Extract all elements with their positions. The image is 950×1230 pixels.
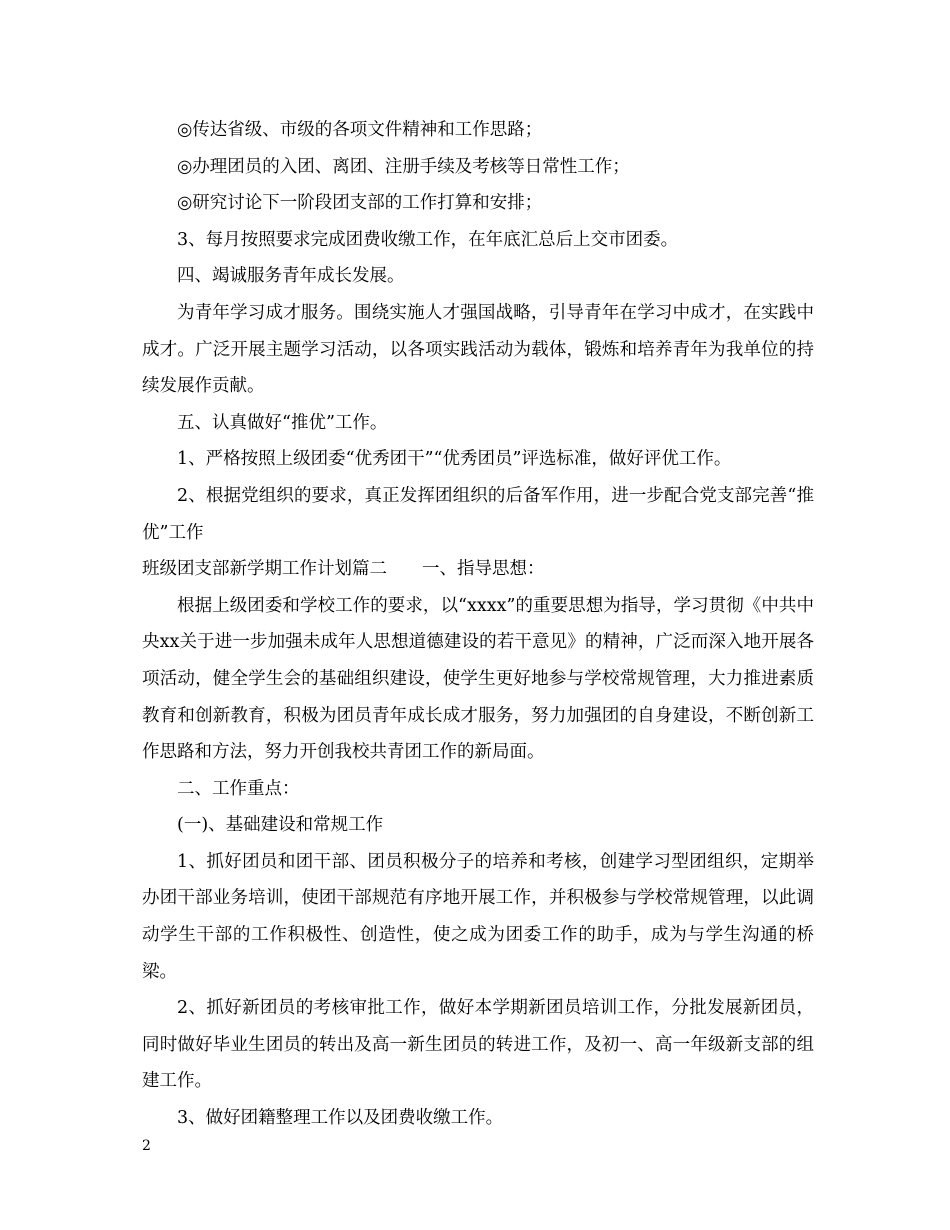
paragraph: 1、抓好团员和团干部、团员积极分子的培养和考核，创建学习型团组织，定期举办团干部业务培训，使团干部规范有序地开展工作，并积极参与学校常规管理，以此调动学生干部的工作积极性、创造性，使之成为团委工作的助手，成为与学生沟通的桥梁。 bbox=[142, 851, 814, 982]
paragraph: 根据上级团委和学校工作的要求，以“xxxx”的重要思想为指导，学习贯彻《中共中央xx关于进一步加强未成年人思想道德建设的若干意见》的精神，广泛而深入地开展各项活动，健全学生会的基础组织建设，使学生更好地参与学校常规管理，大力推进素质教育和创新教育，积极为团员青年成长成才服务，努力加强团的自身建设，不断创新工作思路和方法，努力开创我校共青团工作的新局面。 bbox=[142, 595, 814, 763]
page-number: 2 bbox=[142, 1138, 151, 1154]
paragraph: ◎传达省级、市级的各项文件精神和工作思路； bbox=[177, 120, 543, 140]
paragraph: 3、做好团籍整理工作以及团费收缴工作。 bbox=[177, 1108, 504, 1129]
paragraph: 为青年学习成才服务。围绕实施人才强国战略，引导青年在学习中成才，在实践中成才。广泛开展主题学习活动，以各项实践活动为载体，锻炼和培养青年为我单位的持续发展作贡献。 bbox=[142, 302, 814, 397]
paragraph: 3、每月按照要求完成团费收缴工作，在年底汇总后上交市团委。 bbox=[177, 229, 679, 250]
paragraph: ◎办理团员的入团、离团、注册手续及考核等日常性工作； bbox=[177, 156, 630, 177]
section-heading: 五、认真做好“推优”工作。 bbox=[177, 412, 388, 433]
section-heading: 四、竭诚服务青年成长发展。 bbox=[177, 266, 405, 287]
section-heading: 二、工作重点： bbox=[177, 778, 300, 799]
paragraph: 1、严格按照上级团委“优秀团干”“优秀团员”评选标准，做好评优工作。 bbox=[177, 449, 732, 470]
paragraph: 2、根据党组织的要求，真正发挥团组织的后备军作用，进一步配合党支部完善“推优”工作 bbox=[142, 485, 814, 543]
article-title: 班级团支部新学期工作计划篇二 一、指导思想： bbox=[142, 559, 545, 580]
paragraph: ◎研究讨论下一阶段团支部的工作打算和安排； bbox=[177, 193, 543, 214]
subsection-heading: (一)、基础建设和常规工作 bbox=[177, 815, 384, 836]
document-body bbox=[142, 112, 814, 1137]
paragraph: 2、抓好新团员的考核审批工作，做好本学期新团员培训工作，分批发展新团员，同时做好毕业生团员的转出及高一新生团员的转进工作，及初一、高一年级新支部的组建工作。 bbox=[142, 998, 814, 1092]
